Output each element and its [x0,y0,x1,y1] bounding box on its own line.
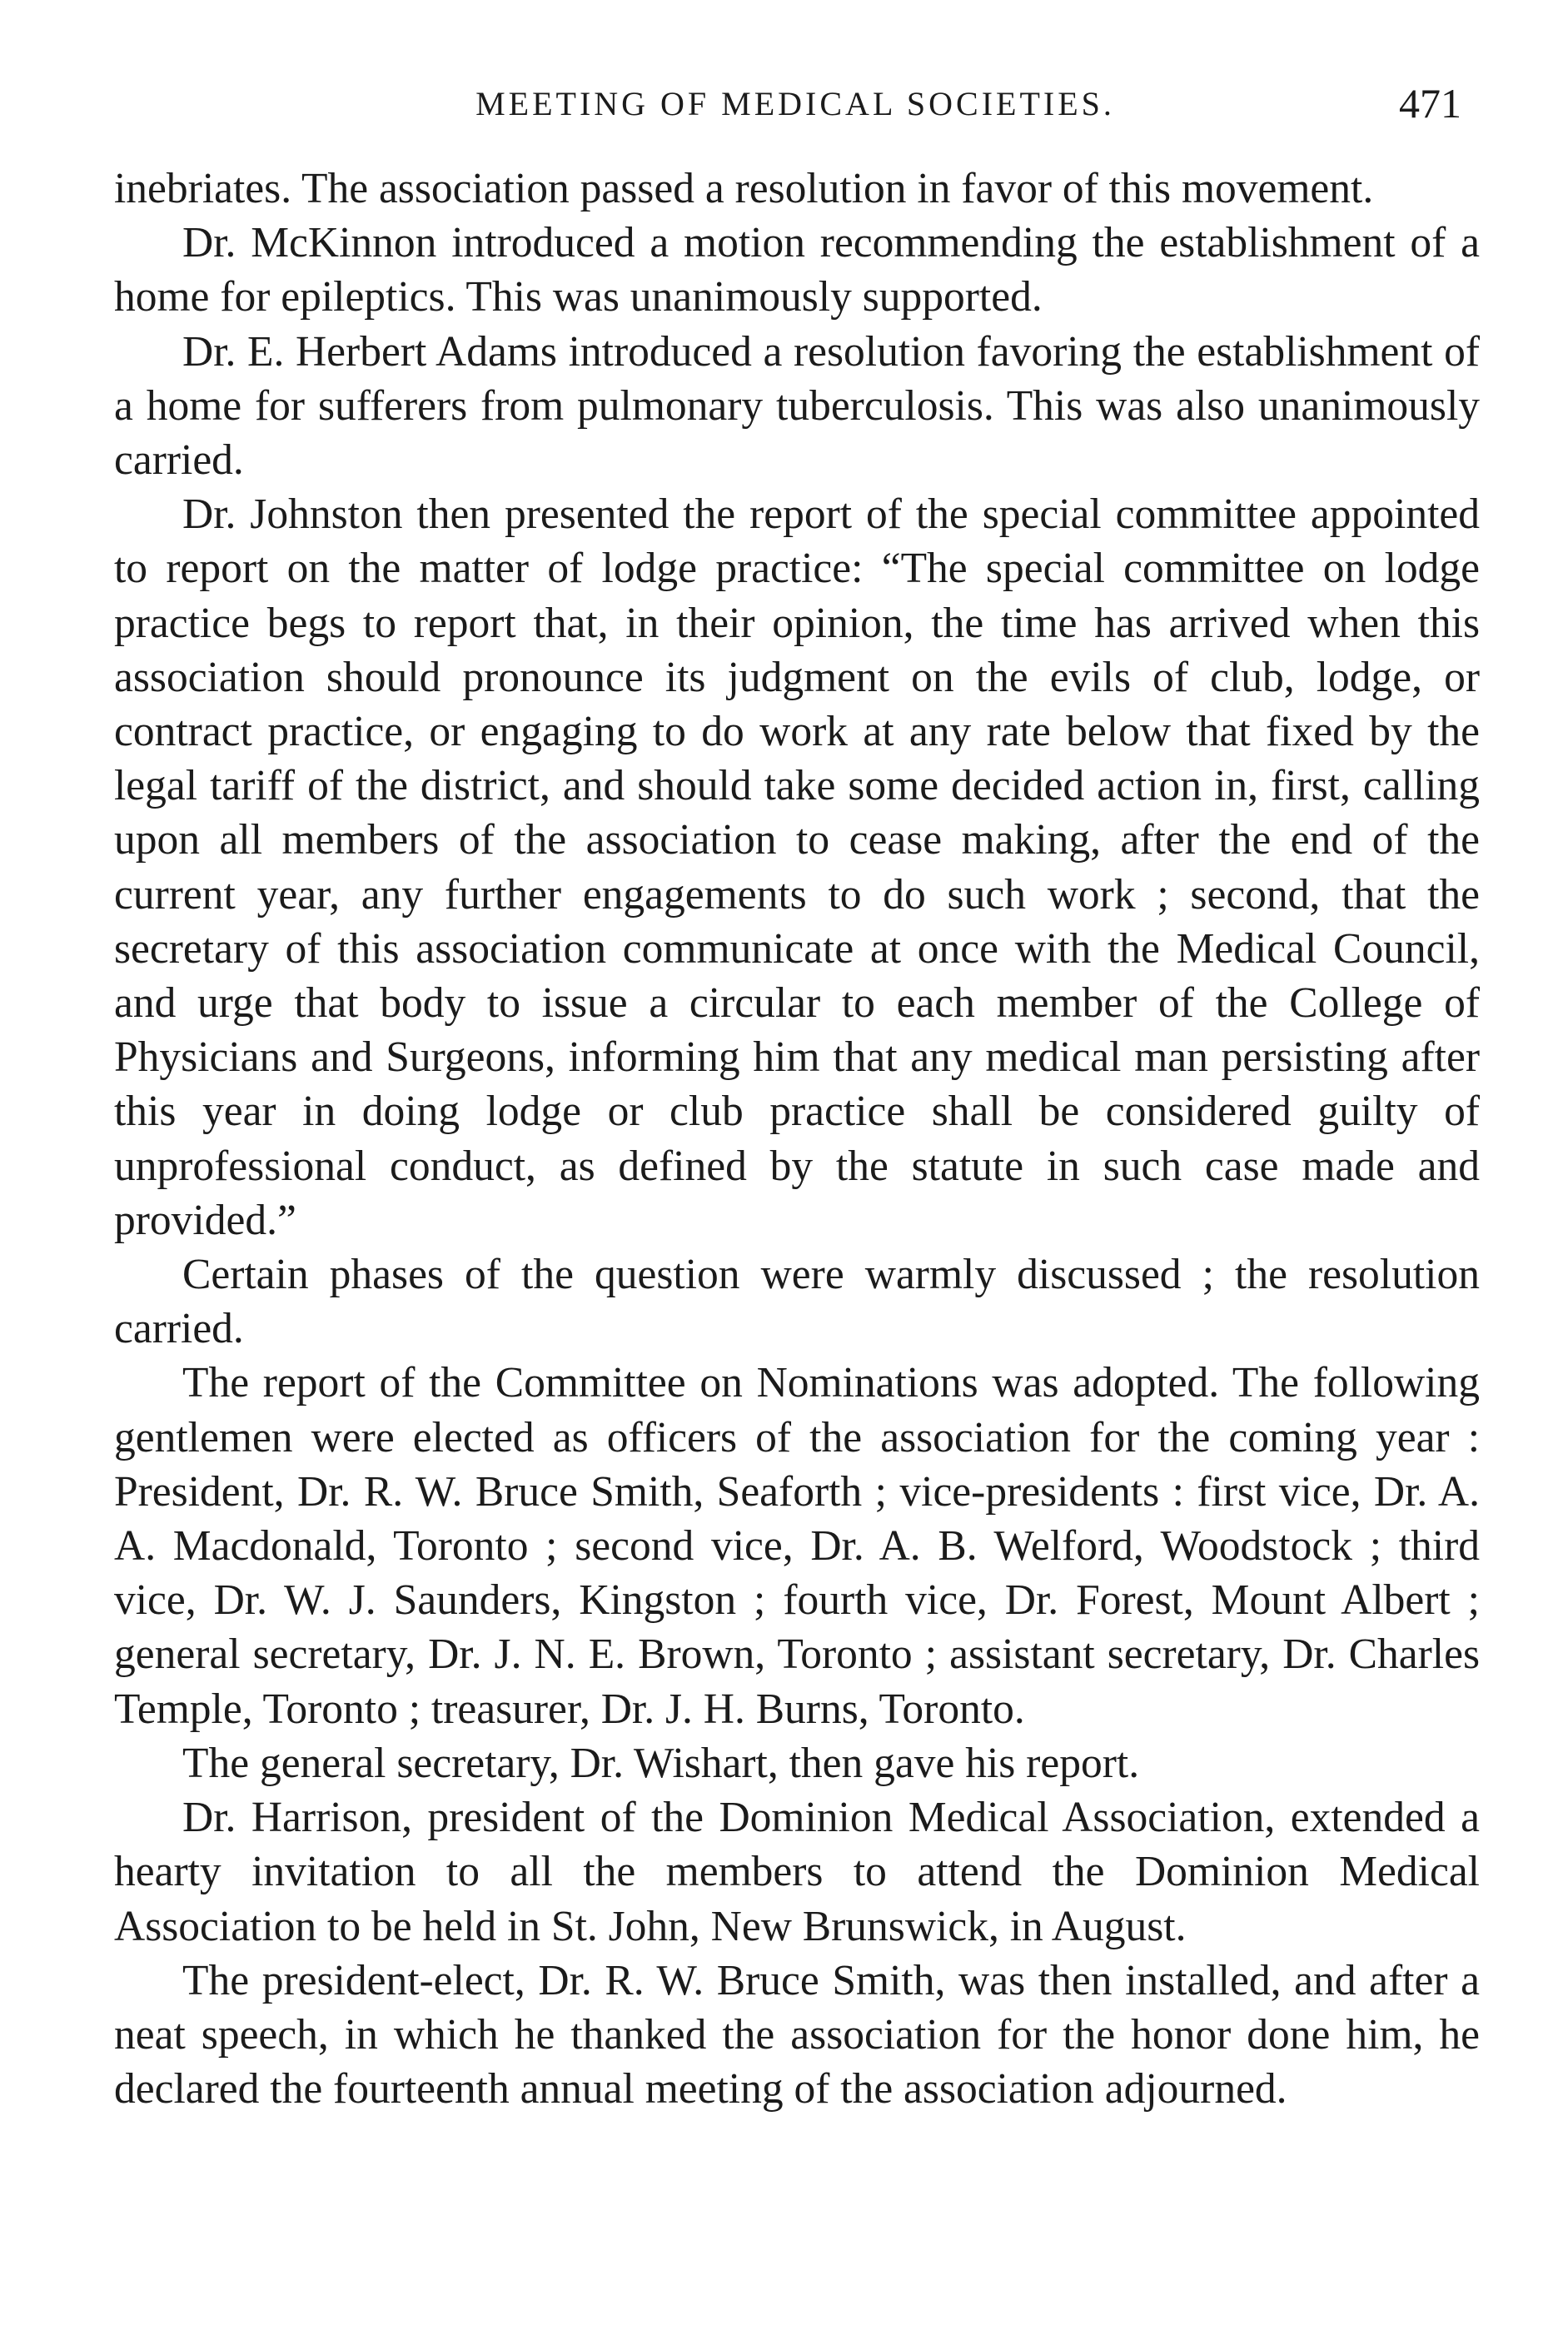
page-number: 471 [1399,80,1461,127]
running-title: MEETING OF MEDICAL SOCIETIES. [475,85,1115,122]
paragraph-inebriates: inebriates. The association passed a resolution in favor of this movement. [114,165,1374,212]
paragraph-officers-elected: The report of the Committee on Nominations was adopted. The following gentlemen were elected as officers of the association for the coming year : President, Dr. R. W. Bruce Smith, Seaforth ; vice-presidents : first vice, Dr. A. A. Macdonald, Toronto ; second vice, Dr. A. B. Welford, Woodstock ; third vice, Dr. W. J. Saunders, Kingston ; fourth vice, Dr. Forest, Mount Albert ; general secretary, Dr. J. N. E. Brown, Toronto ; assistant secretary, Dr. Charles Temple, Toronto ; treasurer, Dr. J. H. Burns, Toronto. [114,1359,1480,1733]
paragraph-secretary-report: The general secretary, Dr. Wishart, then gave his report. [182,1739,1140,1787]
paragraph-tuberculosis-home: Dr. E. Herbert Adams introduced a resolution favoring the establishment of a home for sufferers from pulmonary tuberculosis. This was also unanimously carried. [114,327,1480,485]
paragraph-dominion-invitation: Dr. Harrison, president of the Dominion Medical Association, extended a hearty invitation to all the members to attend the Dominion Medical Association to be held in St. John, New Brunswick, in August. [114,1794,1480,1950]
paragraph-meeting-adjourned: The president-elect, Dr. R. W. Bruce Smith, was then installed, and after a neat speech, in which he thanked the association for the honor done him, he declared the fourteenth annual meeting of the association adjourned. [114,1956,1480,2113]
running-head [0,79,1568,137]
paragraph-lodge-practice-report: Dr. Johnston then presented the report of the special committee appointed to report on the matter of lodge practice: “The special committee on lodge practice begs to report that, in their opinion, the time has arrived when this association should pronounce its judgment on the evils of club, lodge, or contract practice, or engaging to do work at any rate below that fixed by the legal tariff of the district, and should take some decided action in, first, calling upon all members of the association to cease making, after the end of the current year, any further engagements to do such work ; second, that the secretary of this association communicate at once with the Medical Council, and urge that body to issue a circular to each member of the College of Physicians and Surgeons, informing him that any medical man persisting after this year in doing lodge or club practice shall be considered guilty of unprofessional conduct, as defined by the statute in such case made and provided.” [114,490,1480,1244]
paragraph-resolution-carried: Certain phases of the question were warmly discussed ; the resolution carried. [114,1251,1480,1353]
paragraph-epileptics-home: Dr. McKinnon introduced a motion recommending the establishment of a home for epileptics. This was unanimously supported. [114,219,1480,321]
article-body [114,162,1480,2116]
